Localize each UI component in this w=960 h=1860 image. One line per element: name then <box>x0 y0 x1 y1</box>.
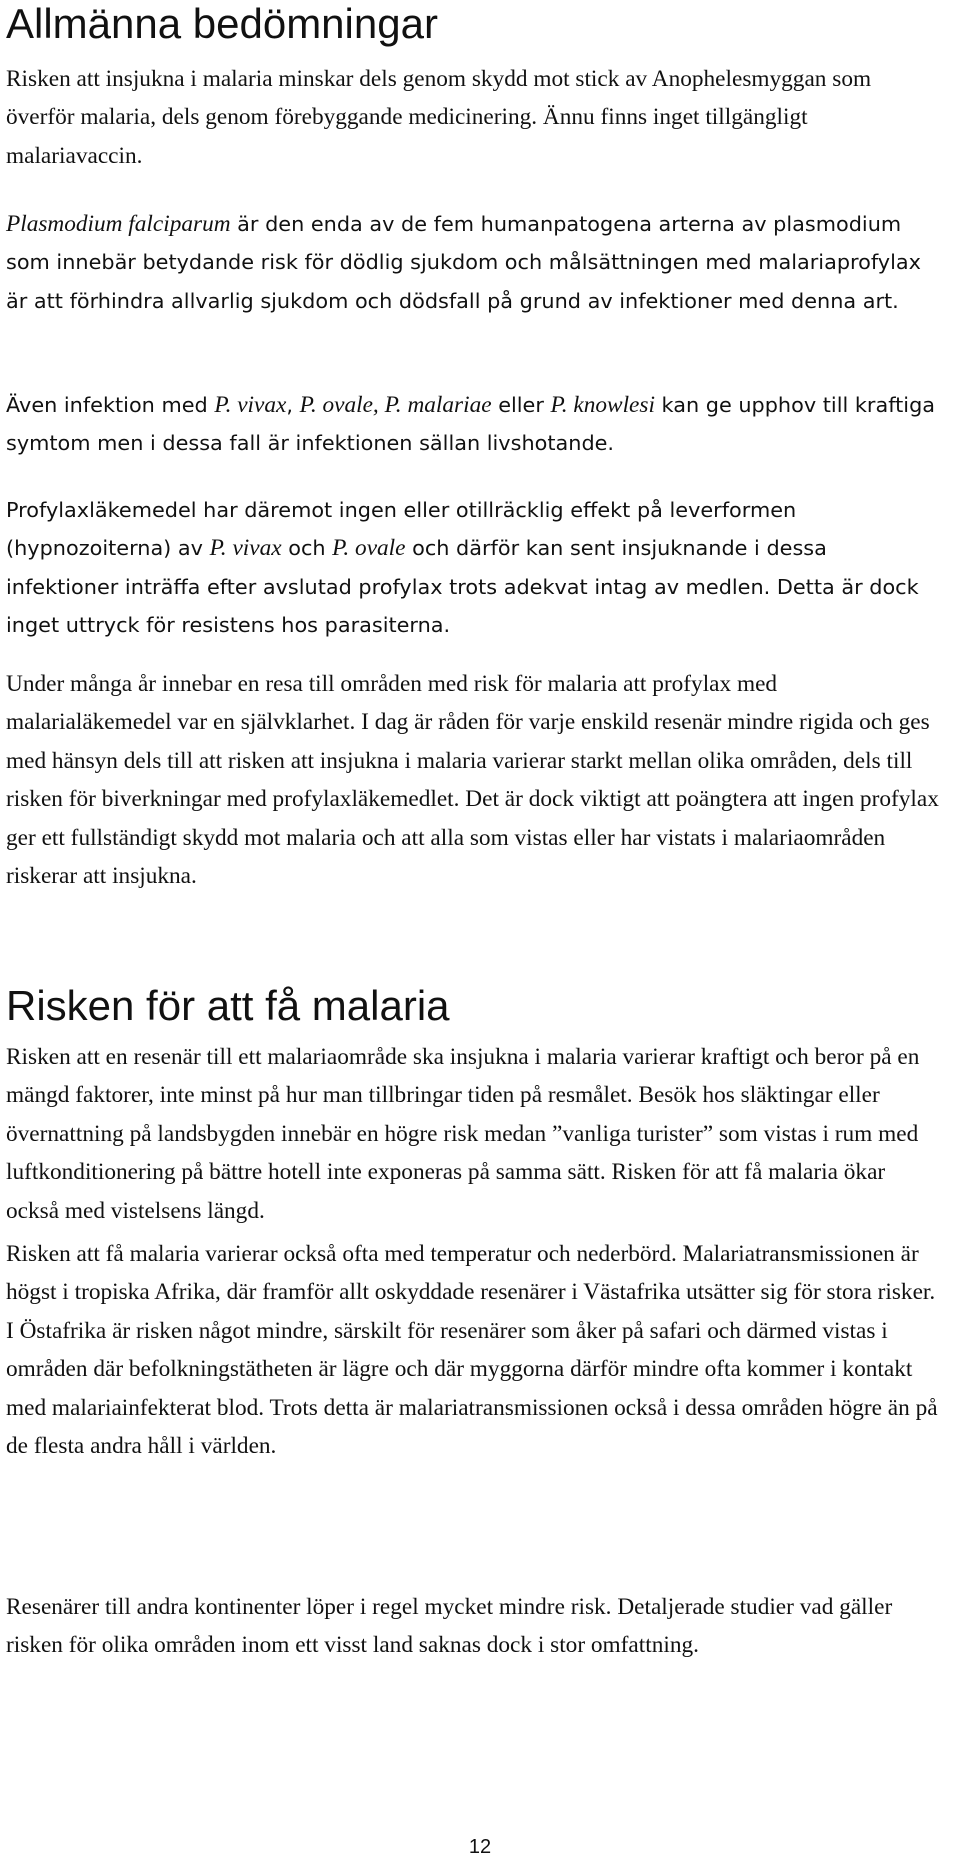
paragraph-prophylaxis-history: Under många år innebar en resa till områden med risk för malaria att profylax med malarialäkemedel var en självklarhet. I dag är råden för varje enskild resenär mindre rigida och ges med hänsyn dels till att risken att insjukna i malaria varierar starkt mellan olika områden, dels till risken för biverkningar med profylaxläkemedlet. Det är dock viktigt att poängtera att ingen profylax ger ett fullständigt skydd mot malaria och att alla som vistas eller har vistats i malariaområden riskerar att insjukna. <box>6 671 939 890</box>
paragraph-regional-risk: Risken att få malaria varierar också ofta med temperatur och nederbörd. Malariatransmissionen är högst i tropiska Afrika, där framför allt oskyddade resenärer i Västafrika utsätter sig för stora risker. I Östafrika är risken något mindre, särskilt för resenärer som åker på safari och därmed vistas i områden där befolkningstätheten är lägre och där myggorna därför mindre ofta kommer i kontakt med malariainfekterat blod. Trots detta är malariatransmissionen också i dessa områden högre än på de flesta andra håll i världen. <box>6 1241 938 1460</box>
species-name: P. knowlesi <box>550 392 655 418</box>
section-heading-general-assessments: Allmänna bedömningar <box>6 0 438 47</box>
paragraph-text: och därför kan sent insjuknande i dessa infektioner inträffa efter avslutad profylax trots adekvat intag av medlen. Detta är dock inget uttryck för resistens hos parasiterna. <box>6 536 919 638</box>
paragraph-text: Även infektion med <box>6 393 215 417</box>
paragraph-other-species <box>6 386 941 463</box>
paragraph-hypnozoites <box>6 491 941 645</box>
paragraph-text: , <box>286 393 300 417</box>
paragraph-text: och <box>281 536 333 561</box>
paragraph-other-continents: Resenärer till andra kontinenter löper i regel mycket mindre risk. Detaljerade studier vad gäller risken för olika områden inom ett visst land saknas dock i stor omfattning. <box>6 1594 893 1659</box>
species-name: P. ovale, P. malariae <box>299 392 492 418</box>
section-heading-malaria-risk: Risken för att få malaria <box>6 982 450 1029</box>
species-name: P. vivax <box>214 392 287 418</box>
page-number: 12 <box>468 1836 492 1858</box>
paragraph-risk-factors: Risken att en resenär till ett malariaområde ska insjukna i malaria varierar kraftigt och beror på en mängd faktorer, inte minst på hur man tillbringar tiden på resmålet. Besök hos släktingar eller övernattning på landsbygden innebär en högre risk medan ”vanliga turister” som vistas i rum med luftkonditionering på bättre hotell inte exponeras på samma sätt. Risken för att få malaria ökar också med vistelsens längd. <box>6 1044 920 1224</box>
paragraph-text: kan ge upphov till kraftiga symtom men i dessa fall är infektionen sällan livshotande. <box>6 393 936 456</box>
species-name: Plasmodium falciparum <box>6 211 231 237</box>
species-name: P. ovale <box>332 535 406 562</box>
paragraph-falciparum <box>6 205 941 320</box>
paragraph-prevention: Risken att insjukna i malaria minskar dels genom skydd mot stick av Anophelesmyggan som överför malaria, dels genom förebyggande medicinering. Ännu finns inget tillgängligt malariavaccin. <box>6 66 872 169</box>
paragraph-text: Profylaxläkemedel har däremot ingen eller otillräcklig effekt på leverformen (hypnozoiterna) av <box>6 498 797 561</box>
paragraph-text: eller <box>491 393 551 417</box>
paragraph-text: är den enda av de fem humanpatogena arterna av plasmodium som innebär betydande risk för dödlig sjukdom och målsättningen med malariaprofylax är att förhindra allvarlig sjukdom och dödsfall på grund av infektioner med denna art. <box>6 212 921 313</box>
species-name: P. vivax <box>209 535 282 562</box>
